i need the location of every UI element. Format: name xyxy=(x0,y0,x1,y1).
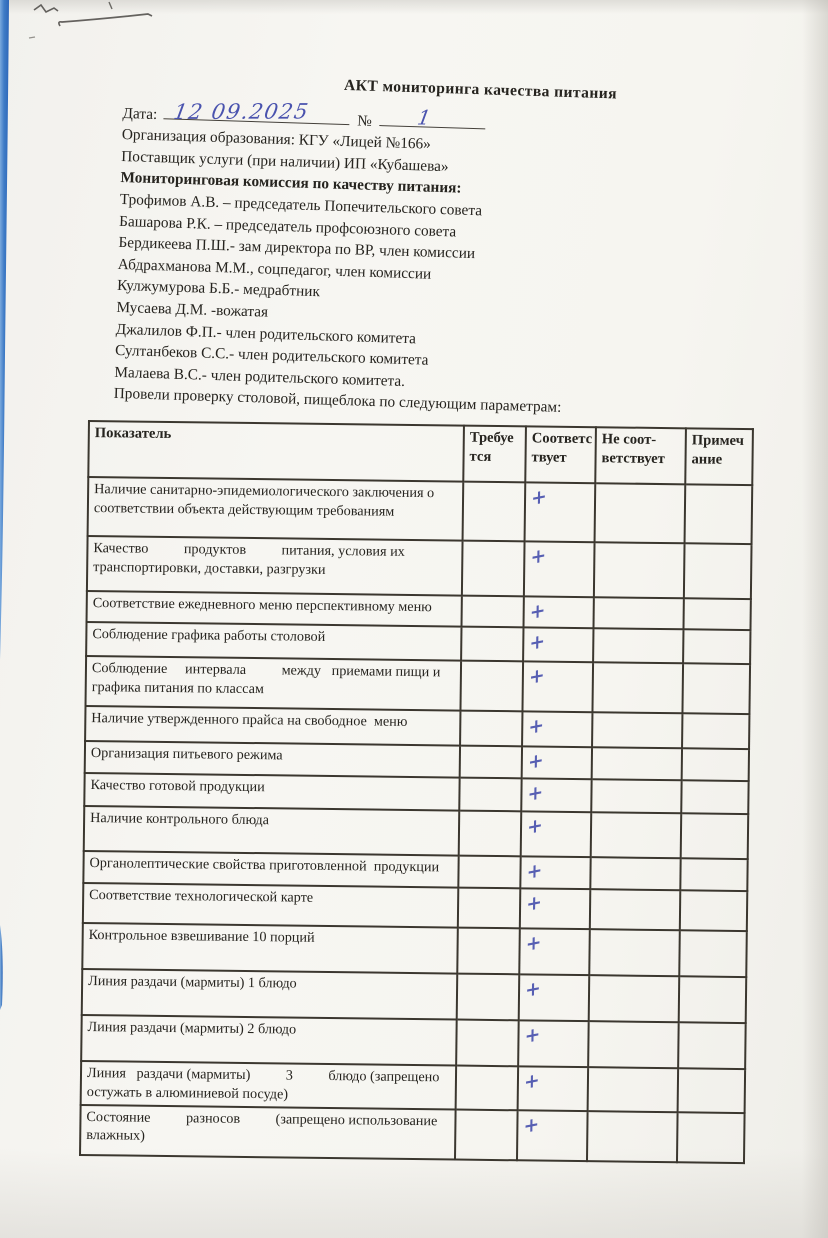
handwritten-plus-mark: + xyxy=(528,713,545,740)
table-row xyxy=(87,536,752,599)
required-cell xyxy=(463,482,526,542)
not-conforms-cell xyxy=(592,747,682,780)
not-conforms-cell xyxy=(593,628,683,663)
note-cell xyxy=(681,780,748,814)
conforms-cell xyxy=(523,596,593,628)
required-cell xyxy=(456,1020,519,1067)
required-cell xyxy=(462,541,525,597)
not-conforms-cell xyxy=(591,779,681,813)
conforms-cell xyxy=(519,974,590,1021)
commission-member: Малаева В.С.- член родительского комитета. xyxy=(114,363,406,390)
required-cell xyxy=(457,928,520,975)
not-conforms-cell xyxy=(588,1021,679,1068)
handwritten-plus-mark: + xyxy=(529,629,546,656)
handwritten-plus-mark: + xyxy=(523,1068,540,1095)
handwritten-plus-mark: + xyxy=(527,748,544,775)
not-conforms-cell xyxy=(591,812,682,858)
required-cell xyxy=(459,811,522,857)
table-header-cell: Показатель xyxy=(88,421,464,482)
note-cell xyxy=(683,629,750,664)
note-cell xyxy=(684,543,752,599)
indicator-cell: Организация питьевого режима xyxy=(85,741,460,778)
pen-scribble xyxy=(0,0,200,60)
note-cell xyxy=(678,1022,746,1069)
not-conforms-cell xyxy=(589,975,680,1022)
note-cell xyxy=(677,1112,745,1163)
indicator-cell: Линия раздачи (мармиты) 3 блюдо (запрещено остужать в алюминиевой посуде) xyxy=(81,1061,457,1109)
note-cell xyxy=(682,713,749,749)
required-cell xyxy=(458,888,520,929)
required-cell xyxy=(462,596,524,628)
not-conforms-cell xyxy=(590,889,680,930)
date-blank-underline xyxy=(163,99,349,125)
not-conforms-cell xyxy=(593,597,683,629)
table-row xyxy=(86,656,751,714)
indicator-cell: Наличие контрольного блюда xyxy=(84,806,460,856)
binder-edge-strip xyxy=(0,0,12,1238)
handwritten-plus-mark: + xyxy=(526,858,543,885)
table-header-cell: Соответс твует xyxy=(525,426,596,483)
conforms-cell xyxy=(518,1066,589,1110)
not-conforms-cell xyxy=(588,1067,679,1112)
indicator-cell: Состояние разносов (запрещено использование влажных) xyxy=(80,1105,456,1160)
conforms-cell xyxy=(522,746,592,779)
indicator-cell: Качество продуктов питания, условия их транспортировки, доставки, разгрузки xyxy=(87,536,463,596)
commission-member: Джалилов Ф.П.- член родительского комитета xyxy=(115,320,417,347)
note-cell xyxy=(680,858,747,891)
paper-shading-right xyxy=(802,0,828,1238)
conforms-cell xyxy=(520,856,590,889)
not-conforms-cell xyxy=(587,1111,678,1162)
commission-members xyxy=(114,189,742,403)
indicator-cell: Линия раздачи (мармиты) 1 блюдо xyxy=(82,969,458,1020)
table-header-row xyxy=(88,421,753,485)
date-handwritten-value: 12 09.2025 xyxy=(171,99,311,124)
table-header-cell: Не соот- ветствует xyxy=(595,427,686,484)
conforms-cell xyxy=(522,661,593,712)
handwritten-plus-mark: + xyxy=(526,890,543,917)
note-cell xyxy=(679,930,747,977)
not-conforms-cell xyxy=(592,712,682,748)
not-conforms-cell xyxy=(592,662,683,713)
not-conforms-cell xyxy=(589,929,680,976)
table-row xyxy=(82,923,747,977)
handwritten-plus-mark: + xyxy=(531,484,547,511)
handwritten-plus-mark: + xyxy=(527,780,544,807)
note-cell xyxy=(682,663,750,714)
handwritten-plus-mark: + xyxy=(530,543,547,570)
not-conforms-cell xyxy=(595,483,686,543)
note-cell xyxy=(681,813,749,859)
not-conforms-cell xyxy=(590,857,680,890)
table-header-cell: Требуе тся xyxy=(463,426,526,483)
handwritten-plus-mark: + xyxy=(524,1022,541,1049)
conforms-cell xyxy=(519,928,590,975)
indicator-cell: Органолептические свойства приготовленной продукции xyxy=(83,851,458,888)
table-row xyxy=(80,1105,745,1163)
indicator-cell: Соблюдение интервала между приемами пищи и графика питания по классам xyxy=(86,656,462,711)
intro-line: Провели проверку столовой, пищеблока по следующим параметрам: xyxy=(113,385,562,417)
indicator-cell: Качество готовой продукции xyxy=(84,773,459,811)
table-row xyxy=(81,1015,746,1069)
note-cell xyxy=(683,598,750,630)
indicator-cell: Соблюдение графика работы столовой xyxy=(86,622,461,661)
required-cell xyxy=(460,746,522,779)
note-cell xyxy=(682,748,749,781)
indicator-cell: Соответствие технологической карте xyxy=(83,883,458,928)
conforms-cell xyxy=(518,1020,589,1067)
commission-heading: Мониторинговая комиссия по качеству питания: xyxy=(120,169,462,198)
table-body xyxy=(80,477,752,1163)
conforms-cell xyxy=(523,627,593,662)
required-cell xyxy=(456,1066,519,1110)
indicator-cell: Контрольное взвешивание 10 порций xyxy=(82,923,458,974)
commission-member: Башарова Р.К. – председатель профсоюзного совета xyxy=(118,212,457,241)
conforms-cell xyxy=(522,711,592,747)
required-cell xyxy=(461,627,523,662)
organization-line: Организация образования: КГУ «Лицей №166» xyxy=(121,126,432,153)
page-title: АКТ мониторинга качества питания xyxy=(343,76,618,103)
number-handwritten-value: 1 xyxy=(415,105,435,130)
number-blank-underline xyxy=(380,105,486,130)
conforms-cell xyxy=(521,811,592,857)
conforms-cell xyxy=(524,541,595,597)
required-cell xyxy=(455,1109,518,1160)
handwritten-plus-mark: + xyxy=(529,598,546,625)
commission-member: Султанбеков С.С.- член родительского комитета xyxy=(114,341,429,369)
table-row xyxy=(84,806,749,859)
conforms-cell xyxy=(525,482,596,542)
handwritten-plus-mark: + xyxy=(525,930,542,957)
required-cell xyxy=(460,711,522,747)
date-label: Дата: xyxy=(122,104,158,123)
indicator-cell: Наличие утвержденного прайса на свободное меню xyxy=(85,706,460,746)
commission-member: Мусаева Д.М. -вожатая xyxy=(116,298,269,321)
handwritten-plus-mark: + xyxy=(527,813,543,840)
note-cell xyxy=(679,976,747,1023)
required-cell xyxy=(458,856,520,889)
commission-member: Бердикеева П.Ш.- зам директора по ВР, член комиссии xyxy=(118,234,476,263)
number-label: № xyxy=(356,111,373,130)
conforms-cell xyxy=(521,778,591,812)
conforms-cell xyxy=(520,888,590,929)
commission-member: Абдрахманова М.М., соцпедагог, член комиссии xyxy=(117,255,432,283)
note-cell xyxy=(678,1068,746,1112)
required-cell xyxy=(459,778,521,812)
note-cell xyxy=(680,890,747,931)
required-cell xyxy=(460,661,523,712)
document-header-block xyxy=(113,68,745,424)
indicator-cell: Наличие санитарно-эпидемиологического заключения о соответствии объекта действующим требованиям xyxy=(88,477,464,541)
table-row xyxy=(82,969,747,1023)
monitoring-table xyxy=(79,420,754,1164)
supplier-line: Поставщик услуги (при наличии) ИП «Кубашева» xyxy=(120,147,449,176)
conforms-cell xyxy=(517,1110,588,1161)
indicator-cell: Линия раздачи (мармиты) 2 блюдо xyxy=(81,1015,457,1066)
commission-member: Трофимов А.В. – председатель Попечительского совета xyxy=(119,190,483,220)
handwritten-plus-mark: + xyxy=(528,663,545,690)
handwritten-plus-mark: + xyxy=(523,1112,540,1138)
not-conforms-cell xyxy=(594,542,685,598)
table-row xyxy=(88,477,753,544)
handwritten-plus-mark: + xyxy=(525,976,541,1003)
required-cell xyxy=(457,974,520,1021)
note-cell xyxy=(685,484,753,544)
commission-member: Кулжумурова Б.Б.- медрабтник xyxy=(116,277,321,301)
indicator-cell: Соответствие ежедневного меню перспективному меню xyxy=(87,591,462,627)
table-header-cell: Примеч ание xyxy=(685,428,753,485)
